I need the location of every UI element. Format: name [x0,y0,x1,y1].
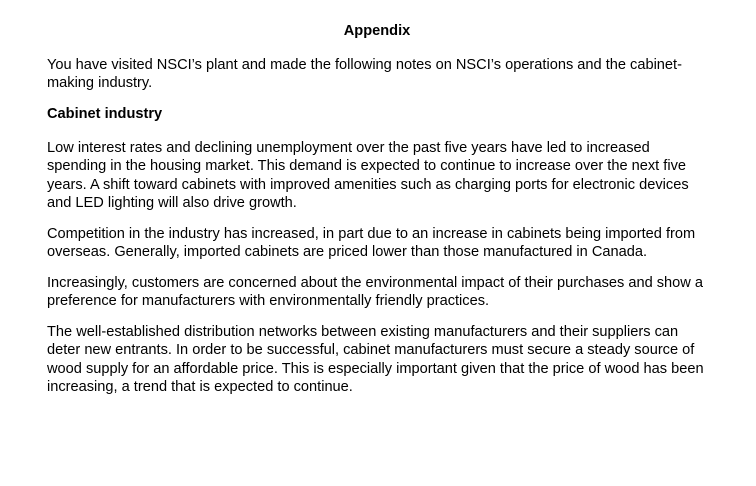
paragraph-competition: Competition in the industry has increased, in part due to an increase in cabinets being imported from overseas. Generally, imported cabinets are priced lower than those manufactured in Canada. [47,225,696,261]
appendix-title: Appendix [343,23,411,39]
paragraph-environment: Increasingly, customers are concerned about the environmental impact of their purchases and show a preference for manufacturers with environmentally friendly practices. [47,274,703,310]
intro-paragraph: You have visited NSCI’s plant and made the following notes on NSCI’s operations and the cabinet-making industry. [47,57,682,92]
document-page [47,22,707,409]
paragraph-distribution: The well-established distribution networks between existing manufacturers and their suppliers can deter new entrants. In order to be successful, cabinet manufacturers must secure a steady source of wood supply for an affordable price. This is especially important given that the price of wood has been increasing, a trend that is expected to continue. [47,323,704,395]
paragraph-demand: Low interest rates and declining unemployment over the past five years have led to increased spending in the housing market. This demand is expected to continue to increase over the next five years. A shift toward cabinets with improved amenities such as charging ports for electronic devices and LED lighting will also drive growth. [47,140,689,211]
section-heading: Cabinet industry [47,106,163,123]
